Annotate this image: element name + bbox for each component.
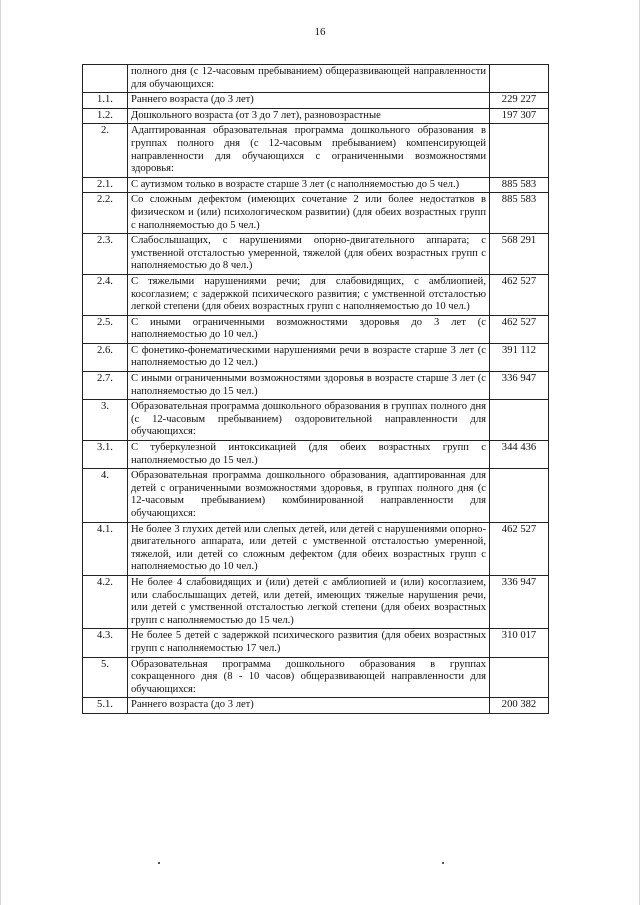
row-number: 2.3. [83,234,128,275]
row-description: Не более 3 глухих детей или слепых детей, или детей с нарушениями опорно-двигательного аппарата, или детей с умственной отсталостью умеренной, тяжелой, или детей со сложным дефектом (для обеих возрастных групп с наполняемостью до 10 чел.) [128,522,490,575]
row-amount [490,469,549,522]
row-number: 1.1. [83,93,128,109]
row-description: Со сложным дефектом (имеющих сочетание 2 или более недостатков в физическом и (или) психологическом развитии) (для обеих возрастных групп с наполняемостью до 5 чел.) [128,193,490,234]
row-amount: 391 112 [490,343,549,371]
row-amount: 336 947 [490,372,549,400]
table-row [83,629,549,657]
table-row [83,400,549,441]
scan-marks [0,862,640,866]
row-number: 5.1. [83,698,128,714]
table-row [83,343,549,371]
row-number: 4.3. [83,629,128,657]
row-description: Образовательная программа дошкольного образования в группах сокращенного дня (8 - 10 часов) общеразвивающей направленности для обучающихся: [128,657,490,698]
table-row [83,274,549,315]
row-amount: 197 307 [490,108,549,124]
row-amount [490,65,549,93]
row-amount: 310 017 [490,629,549,657]
row-amount: 885 583 [490,193,549,234]
row-description: Образовательная программа дошкольного образования в группах полного дня (с 12-часовым пребыванием) оздоровительной направленности для обучающихся: [128,400,490,441]
row-amount [490,400,549,441]
row-description: С фонетико-фонематическими нарушениями речи в возрасте старше 3 лет (с наполняемостью до 12 чел.) [128,343,490,371]
table-row [83,698,549,714]
row-amount: 200 382 [490,698,549,714]
row-amount: 229 227 [490,93,549,109]
row-number: 2.6. [83,343,128,371]
table-row [83,234,549,275]
page-number: 16 [314,26,326,38]
table-row [83,469,549,522]
row-number: 3.1. [83,441,128,469]
row-number: 2.4. [83,274,128,315]
row-number: 2.7. [83,372,128,400]
table-row [83,315,549,343]
row-description: Слабослышащих, с нарушениями опорно-двигательного аппарата; с умственной отсталостью умеренной, тяжелой (для обеих возрастных групп с наполняемостью до 8 чел.) [128,234,490,275]
table-row [83,657,549,698]
table-row [83,575,549,628]
scan-dot [442,862,444,864]
row-amount [490,657,549,698]
table-row [83,108,549,124]
row-number: 1.2. [83,108,128,124]
scan-dot [158,862,160,864]
row-description: С иными ограниченными возможностями здоровья до 3 лет (с наполняемостью до 10 чел.) [128,315,490,343]
tariff-table [82,64,549,714]
row-amount [490,124,549,177]
row-description: Не более 5 детей с задержкой психического развития (для обеих возрастных групп с наполняемостью 17 чел.) [128,629,490,657]
row-number: 4.1. [83,522,128,575]
row-description: Образовательная программа дошкольного образования, адаптированная для детей с ограниченными возможностями здоровья, в группах полного дня (с 12-часовым пребыванием) комбинированной направленности для обучающихся: [128,469,490,522]
row-amount: 462 527 [490,274,549,315]
row-amount: 568 291 [490,234,549,275]
row-description: Адаптированная образовательная программа дошкольного образования в группах полного дня (с 12-часовым пребыванием) компенсирующей направленности для обучающихся с ограниченными возможностями здоровья: [128,124,490,177]
row-amount: 336 947 [490,575,549,628]
table-row [83,522,549,575]
table-row [83,177,549,193]
row-description: полного дня (с 12-часовым пребыванием) общеразвивающей направленности для обучающихся: [128,65,490,93]
row-description: Раннего возраста (до 3 лет) [128,93,490,109]
row-description: Раннего возраста (до 3 лет) [128,698,490,714]
row-number: 2. [83,124,128,177]
row-number: 2.1. [83,177,128,193]
row-amount: 344 436 [490,441,549,469]
table-row [83,193,549,234]
row-number [83,65,128,93]
row-description: С иными ограниченными возможностями здоровья в возрасте старше 3 лет (с наполняемостью до 15 чел.) [128,372,490,400]
row-number: 4.2. [83,575,128,628]
row-description: С туберкулезной интоксикацией (для обеих возрастных групп с наполняемостью до 15 чел.) [128,441,490,469]
row-description: С тяжелыми нарушениями речи; для слабовидящих, с амблиопией, косоглазием; с задержкой психического развития; с умственной отсталостью легкой степени (для обеих возрастных групп с наполняемостью до 10 чел.) [128,274,490,315]
table-row [83,372,549,400]
table-row [83,441,549,469]
row-amount: 462 527 [490,315,549,343]
row-description: Дошкольного возраста (от 3 до 7 лет), разновозрастные [128,108,490,124]
row-amount: 462 527 [490,522,549,575]
row-number: 2.2. [83,193,128,234]
row-description: Не более 4 слабовидящих и (или) детей с амблиопией и (или) косоглазием, или слабослышащих детей, или детей, имеющих тяжелые нарушения речи, или детей с умственной отсталостью легкой степени (для обеих возрастных групп с наполняемостью до 15 чел.) [128,575,490,628]
row-number: 3. [83,400,128,441]
table-row [83,93,549,109]
row-description: С аутизмом только в возрасте старше 3 лет (с наполняемостью до 5 чел.) [128,177,490,193]
row-number: 4. [83,469,128,522]
row-number: 5. [83,657,128,698]
page-edge-left [0,0,1,905]
table-row [83,65,549,93]
row-amount: 885 583 [490,177,549,193]
row-number: 2.5. [83,315,128,343]
tariff-table-body [83,65,549,714]
table-row [83,124,549,177]
